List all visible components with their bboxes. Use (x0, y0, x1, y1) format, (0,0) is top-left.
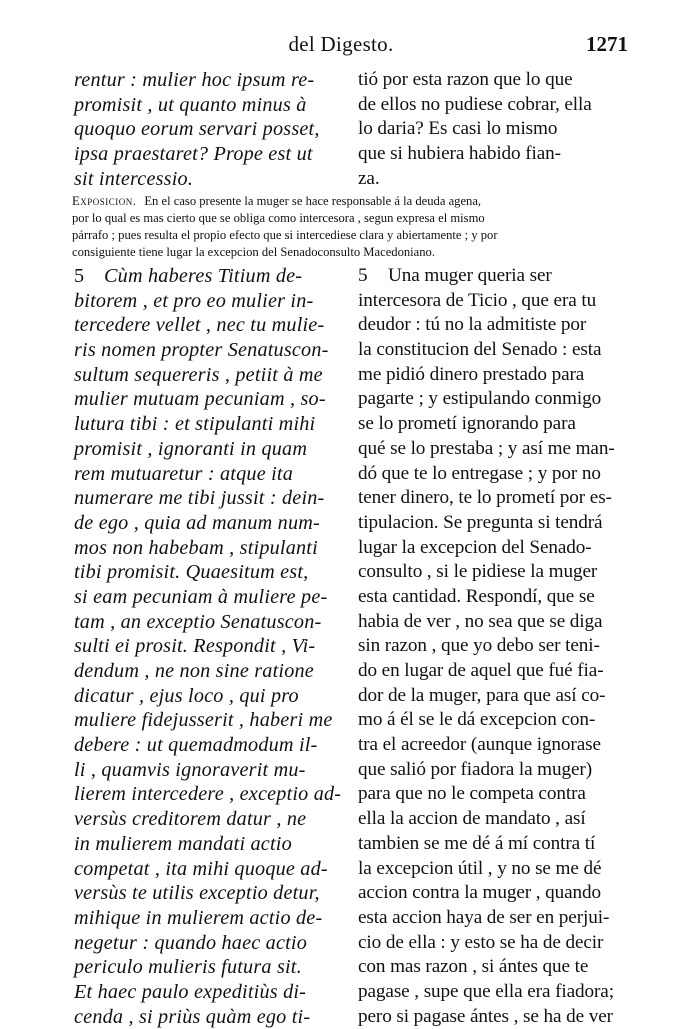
latin-line: debere : ut quemadmodum il- (74, 734, 318, 757)
latin-line: mihique in mulierem actio de- (74, 906, 323, 929)
spanish-line: mo á él se le dá excepcion con- (358, 709, 596, 731)
running-head (0, 30, 682, 60)
exposition-line: En el caso presente la muger se hace responsable á la deuda agena, (144, 194, 482, 208)
latin-line: ipsa praestaret? Prope est ut (74, 143, 313, 166)
top-right-spanish-column (358, 68, 628, 191)
latin-line: sit intercessio. (74, 167, 194, 190)
latin-line: Et haec paulo expeditiùs di- (74, 980, 307, 1003)
spanish-line: pero si pagase ántes , se ha de ver (358, 1005, 613, 1027)
spanish-line: sin razon , que yo debo ser teni- (358, 635, 600, 657)
exposition-line: por lo qual es mas cierto que se obliga como intercesora , segun expresa el mismo (72, 211, 485, 225)
latin-line: muliere fidejusserit , haberi me (74, 709, 333, 732)
latin-line: lierem intercedere , exceptio ad- (74, 783, 342, 806)
spanish-line: para que no le competa contra (358, 783, 586, 805)
latin-line: numerare me tibi jussit : dein- (74, 487, 325, 510)
spanish-line: do en lugar de aquel que fué fia- (358, 660, 604, 681)
spanish-line: lugar la excepcion del Senado- (358, 536, 592, 558)
spanish-line: pagase , supe que ella era fiadora; (358, 980, 614, 1002)
spanish-line: consulto , si le pidiese la muger (358, 561, 598, 583)
spanish-section-first-line (358, 264, 628, 289)
latin-line: dicatur , ejus loco , qui pro (74, 684, 299, 707)
latin-section-column (74, 264, 349, 1029)
spanish-line: cio de ella : y esto se ha de decir (358, 931, 604, 953)
top-left-latin-column (74, 68, 344, 191)
latin-line: quoquo eorum servari posset, (74, 118, 320, 141)
spanish-line: tener dinero, te lo prometí por es- (358, 487, 612, 509)
latin-line: tam , an exceptio Senatuscon- (74, 610, 322, 633)
latin-line: dendum , ne non sine ratione (74, 660, 314, 682)
latin-line: cenda , si priùs quàm ego ti- (74, 1005, 311, 1028)
spanish-line: que si hubiera habido fian- (358, 143, 561, 165)
spanish-line: pagarte ; y estipulando conmigo (358, 388, 602, 410)
spanish-line: dó que te lo entregase ; y por no (358, 462, 601, 484)
spanish-line: ella la accion de mandato , así (358, 808, 586, 830)
latin-line: tercedere vellet , nec tu mulie- (74, 314, 325, 337)
running-title: del Digesto. (288, 32, 394, 56)
latin-line: sulti ei prosit. Respondit , Vi- (74, 635, 316, 658)
latin-line: versùs creditorem datur , ne (74, 808, 307, 831)
spanish-line: dor de la muger, para que así co- (358, 684, 606, 706)
latin-line: rentur : mulier hoc ipsum re- (74, 69, 315, 91)
exposition-first-line (72, 193, 628, 210)
latin-line: si eam pecuniam à muliere pe- (74, 585, 328, 608)
spanish-line: la constitucion del Senado : esta (358, 339, 602, 361)
latin-line: periculo mulieris futura sit. (74, 956, 302, 979)
latin-line: de ego , quia ad manum num- (74, 511, 320, 534)
exposition-paragraph (72, 193, 628, 261)
spanish-line: tió por esta razon que lo que (358, 69, 573, 90)
spanish-line: con mas razon , si ántes que te (358, 956, 589, 978)
latin-line: mos non habebam , stipulanti (74, 536, 318, 559)
spanish-line: esta accion haya de ser en perjui- (358, 906, 610, 928)
spanish-line: que salió por fiadora la muger) (358, 758, 592, 780)
spanish-line: accion contra la muger , quando (358, 882, 602, 904)
latin-line: ris nomen propter Senatuscon- (74, 339, 329, 362)
latin-line: li , quamvis ignoraverit mu- (74, 758, 306, 781)
latin-line: bitorem , et pro eo mulier in- (74, 289, 314, 312)
spanish-line: me pidió dinero prestado para (358, 363, 585, 385)
latin-line: lutura tibi : et stipulanti mihi (74, 413, 316, 436)
spanish-line: deudor : tú no la admitiste por (358, 314, 587, 336)
spanish-line: tambien se me dé á mí contra tí (358, 832, 596, 854)
spanish-line: se lo prometí ignorando para (358, 413, 576, 435)
latin-line: versùs te utilis exceptio detur, (74, 882, 320, 905)
spanish-line: lo daria? Es casi lo mismo (358, 118, 558, 140)
spanish-line: tra el acreedor (aunque ignorase (358, 734, 601, 756)
spanish-line: tipulacion. Se pregunta si tendrá (358, 511, 603, 533)
latin-line: sultum sequereris , petiit à me (74, 363, 323, 386)
latin-line: mulier mutuam pecuniam , so- (74, 388, 326, 411)
exposition-line: consiguiente tiene lugar la excepcion del Senadoconsulto Macedoniano. (72, 245, 435, 259)
spanish-section-column (358, 264, 628, 1029)
page-number: 1271 (586, 32, 628, 56)
spanish-line: Una muger queria ser (388, 265, 552, 286)
latin-line: negetur : quando haec actio (74, 931, 308, 954)
latin-line: promisit , ut quanto minus à (74, 93, 307, 116)
latin-line: in mulierem mandati actio (74, 832, 292, 855)
section-number: 5 (358, 265, 368, 286)
spanish-line: esta cantidad. Respondí, que se (358, 585, 595, 607)
exposition-label: Exposicion. (72, 194, 137, 208)
spanish-line: la excepcion útil , y no se me dé (358, 857, 602, 879)
latin-line: Cùm haberes Titium de- (104, 265, 303, 287)
latin-line: rem mutuaretur : atque ita (74, 462, 294, 485)
spanish-line: intercesora de Ticio , que era tu (358, 289, 597, 311)
spanish-line: za. (358, 167, 380, 189)
latin-line: tibi promisit. Quaesitum est, (74, 561, 309, 584)
latin-section-first-line (74, 264, 349, 289)
spanish-line: qué se lo prestaba ; y así me man- (358, 437, 615, 459)
latin-line: competat , ita mihi quoque ad- (74, 857, 328, 880)
spanish-line: de ellos no pudiese cobrar, ella (358, 93, 592, 115)
spanish-line: habia de ver , no sea que se diga (358, 610, 603, 632)
exposition-line: párrafo ; pues resulta el propio efecto que si intercediese clara y abiertamente ; y por (72, 228, 498, 242)
latin-line: promisit , ignoranti in quam (74, 437, 308, 460)
section-number: 5 (74, 265, 85, 287)
